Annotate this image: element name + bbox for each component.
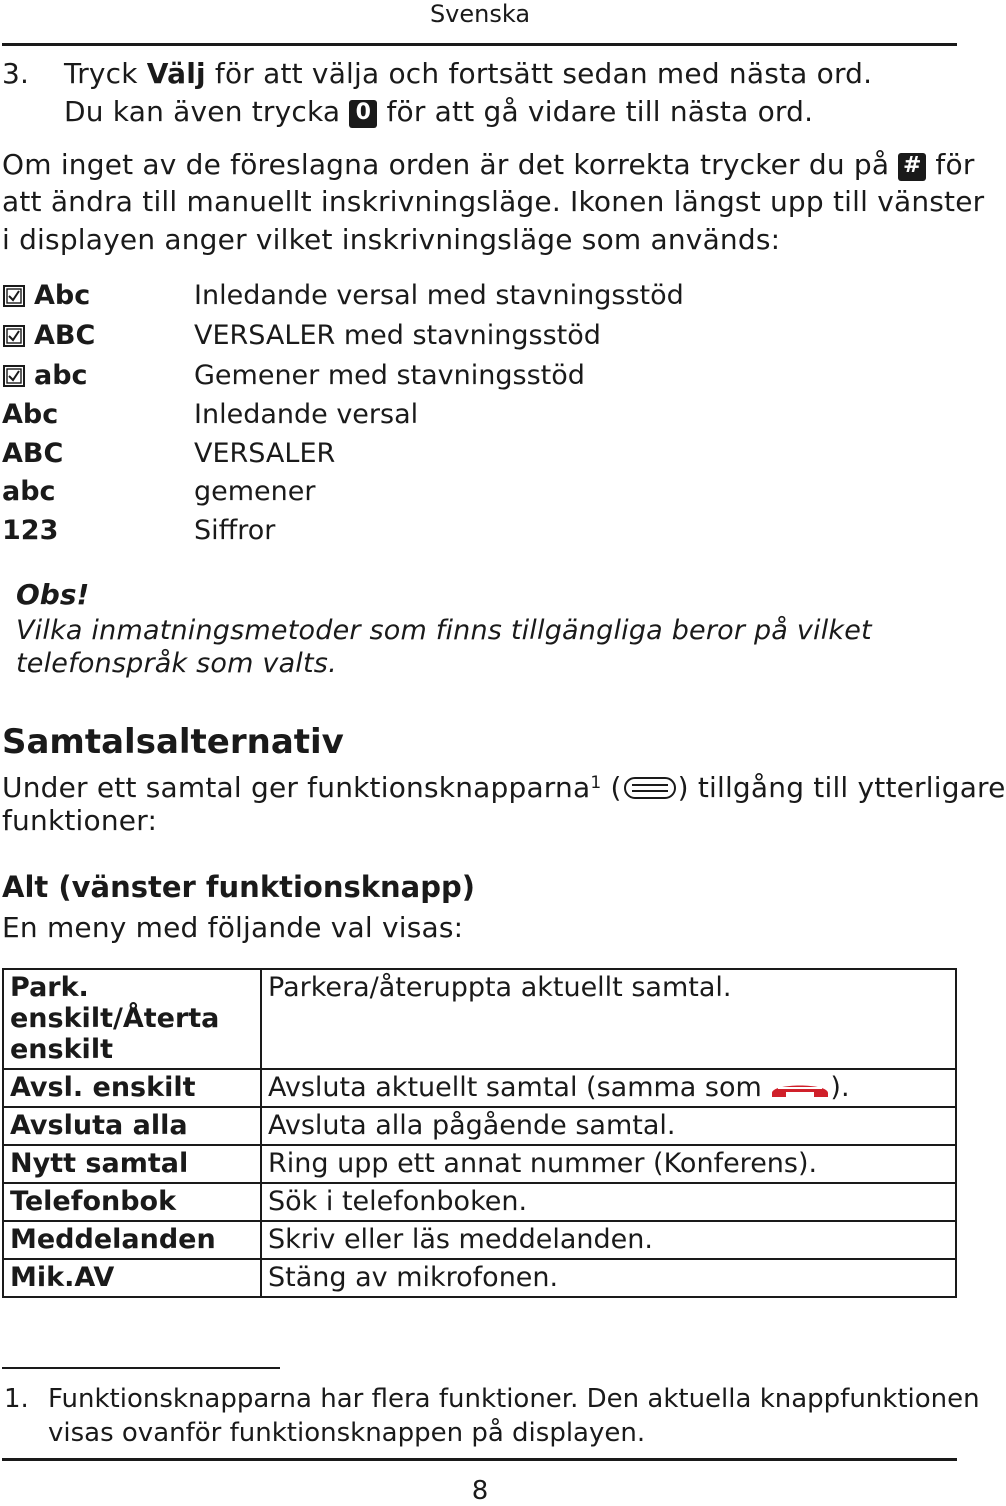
option-label: Telefonbok	[3, 1183, 261, 1221]
section-line1-open: (	[601, 771, 622, 804]
footnote-number: 1.	[4, 1384, 29, 1414]
section-line2: funktioner:	[2, 804, 158, 837]
mode-description: Siffror	[194, 515, 276, 546]
option-label: Nytt samtal	[3, 1145, 261, 1183]
section-title: Samtalsalternativ	[2, 722, 344, 762]
option-description: Sök i telefonboken.	[261, 1183, 956, 1221]
table-row	[3, 1107, 956, 1145]
footnote-line1: Funktionsknapparna har flera funktioner. Den aktuella knappfunktionen	[48, 1384, 980, 1414]
mode-label-text: 123	[2, 515, 59, 546]
para1-line1	[2, 146, 975, 183]
para1-line1-post: för	[926, 148, 975, 181]
mode-label-text: abc	[34, 360, 88, 391]
mode-description: Gemener med stavningsstöd	[194, 360, 585, 391]
mode-label-text: ABC	[2, 438, 64, 469]
table-row	[3, 1221, 956, 1259]
step3-select-word: Välj	[146, 57, 206, 90]
mode-description: Inledande versal	[194, 399, 419, 430]
option-description	[261, 1069, 956, 1107]
key-hash-icon: #	[898, 153, 926, 181]
check-box-icon	[2, 324, 26, 348]
footer-rule	[2, 1458, 957, 1461]
step3-line1-post: för att välja och fortsätt sedan med nästa ord.	[205, 57, 873, 90]
options-table	[2, 968, 957, 1298]
option-description: Skriv eller läs meddelanden.	[261, 1221, 956, 1259]
mode-label-text: abc	[2, 476, 56, 507]
option-description: Stäng av mikrofonen.	[261, 1259, 956, 1297]
check-box-icon	[2, 284, 26, 308]
subsection-intro: En meny med följande val visas:	[2, 911, 464, 944]
step3-line1	[64, 55, 872, 92]
mode-description: gemener	[194, 476, 316, 507]
table-row	[3, 1069, 956, 1107]
option-label	[3, 969, 261, 1069]
footnote-ref: 1	[590, 773, 602, 793]
key-zero-icon: 0	[349, 100, 377, 128]
step3-line1-pre: Tryck	[64, 57, 147, 90]
check-box-icon	[2, 364, 26, 388]
footnote-rule	[2, 1367, 280, 1369]
option-description: Parkera/återuppta aktuellt samtal.	[261, 969, 956, 1069]
para1-line2: att ändra till manuellt inskrivningsläge. Ikonen längst upp till vänster	[2, 185, 985, 218]
table-row	[3, 1259, 956, 1297]
option-label-line: enskilt/Återta	[10, 1003, 220, 1034]
note-line2: telefonspråk som valts.	[16, 648, 337, 679]
table-row	[3, 969, 956, 1069]
option-label-line: Park.	[10, 972, 89, 1003]
mode-label-text: Abc	[2, 399, 59, 430]
table-row	[3, 1183, 956, 1221]
option-description: Ring upp ett annat nummer (Konferens).	[261, 1145, 956, 1183]
step-number: 3.	[2, 57, 30, 90]
option-label: Avsl. enskilt	[3, 1069, 261, 1107]
header-language: Svenska	[429, 0, 531, 28]
page-number: 8	[471, 1476, 489, 1506]
mode-label-text: ABC	[34, 320, 96, 351]
option-label-line: enskilt	[10, 1034, 113, 1065]
table-row	[3, 1145, 956, 1183]
subsection-title: Alt (vänster funktionsknapp)	[2, 870, 476, 904]
note-title: Obs!	[16, 578, 90, 611]
end-call-icon	[770, 1077, 830, 1099]
mode-description: VERSALER med stavningsstöd	[194, 320, 601, 351]
section-line1-post: ) tillgång till ytterligare	[677, 771, 1006, 804]
step3-line2	[64, 93, 813, 130]
option-label: Mik.AV	[3, 1259, 261, 1297]
step3-line2-post: för att gå vidare till nästa ord.	[377, 95, 814, 128]
mode-description: Inledande versal med stavningsstöd	[194, 280, 684, 311]
step3-line2-pre: Du kan även trycka	[64, 95, 350, 128]
option-description-post: ).	[830, 1072, 850, 1103]
option-description-pre: Avsluta aktuellt samtal (samma som	[268, 1072, 771, 1103]
para1-line1-pre: Om inget av de föreslagna orden är det korrekta trycker du på	[2, 148, 899, 181]
section-line1-pre: Under ett samtal ger funktionsknapparna	[2, 771, 591, 804]
option-label: Meddelanden	[3, 1221, 261, 1259]
mode-description: VERSALER	[194, 438, 336, 469]
header-rule	[2, 43, 957, 46]
mode-label-text: Abc	[34, 280, 91, 311]
footnote-line2: visas ovanför funktionsknappen på displayen.	[48, 1418, 646, 1448]
para1-line3: i displayen anger vilket inskrivningsläge som används:	[2, 223, 781, 256]
note-line1: Vilka inmatningsmetoder som finns tillgängliga beror på vilket	[16, 615, 872, 646]
option-description: Avsluta alla pågående samtal.	[261, 1107, 956, 1145]
softkey-icon	[622, 774, 678, 802]
option-label: Avsluta alla	[3, 1107, 261, 1145]
section-line1	[2, 765, 1006, 806]
